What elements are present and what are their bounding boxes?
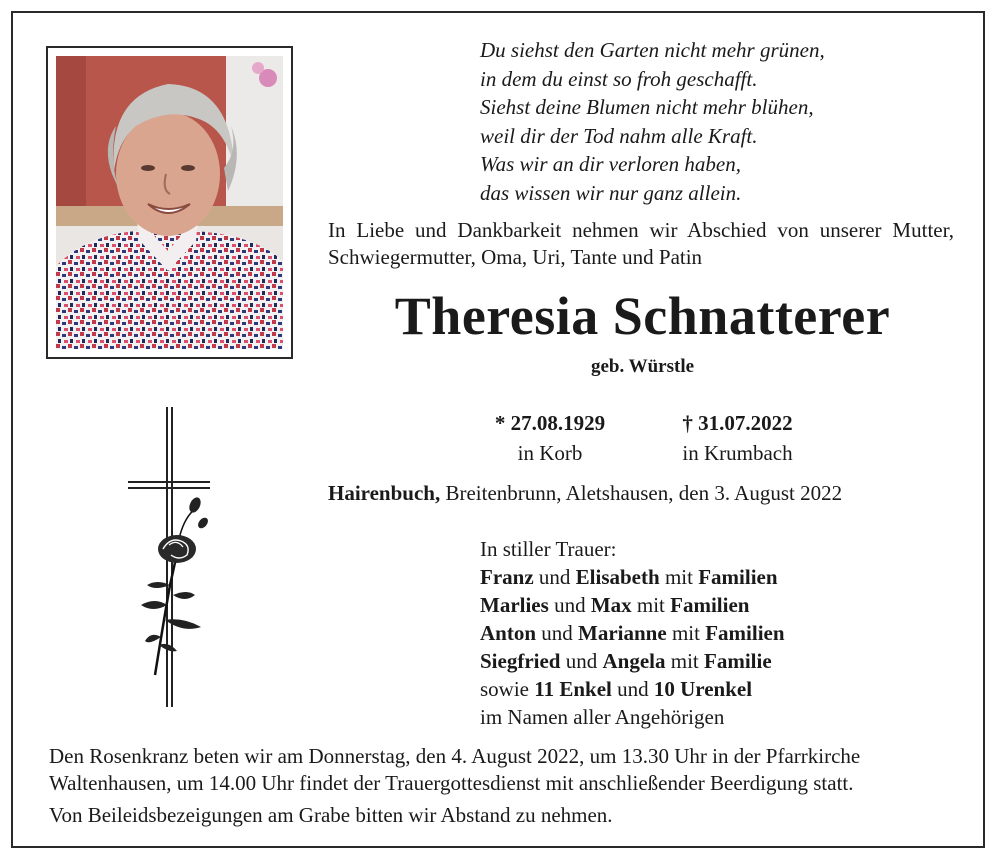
mourner-name: Franz	[480, 565, 534, 589]
mourner-connector: mit	[666, 621, 706, 645]
poem-line: das wissen wir nur ganz allein.	[480, 180, 742, 205]
mourner-line	[480, 619, 785, 647]
birth-date: * 27.08.1929	[494, 411, 606, 435]
mourner-line	[480, 591, 785, 619]
mourner-connector: und	[611, 677, 654, 701]
poem-line: Siehst deine Blumen nicht mehr blühen,	[480, 95, 814, 119]
mourner-connector: sowie	[480, 677, 535, 701]
mourner-name: 11 Enkel	[534, 677, 612, 701]
mourner-name: Elisabeth	[575, 565, 660, 589]
mourner-name: Marlies	[480, 593, 549, 617]
poem	[480, 36, 825, 207]
mourner-line	[480, 703, 785, 731]
death-place: in Krumbach	[682, 441, 793, 465]
mourner-name: Anton	[480, 621, 537, 645]
mourner-connector: und	[536, 621, 579, 645]
mourner-connector: und	[560, 649, 603, 673]
mourner-connector: mit	[665, 649, 704, 673]
mourner-name: Max	[590, 593, 632, 617]
rosary-notice: Den Rosenkranz beten wir am Donnerstag, den 4. August 2022, um 13.30 Uhr in der Pfarrkirche Waltenhausen, um 14.00 Uhr findet der Trauergottesdienst mit anschließender Beerdigung statt.	[49, 744, 861, 795]
death-info	[655, 408, 820, 468]
poem-line: in dem du einst so froh geschafft.	[480, 66, 758, 91]
mourner-connector: und	[533, 565, 576, 589]
mourner-name: Familie	[704, 649, 772, 673]
mourners-block	[480, 535, 785, 731]
mourner-connector: und	[548, 593, 591, 617]
death-date: † 31.07.2022	[682, 411, 793, 435]
mourner-name: Familien	[698, 565, 778, 589]
place-date-line	[328, 481, 842, 506]
birth-info	[470, 408, 630, 468]
mourner-name: Angela	[602, 649, 666, 673]
portrait-frame	[46, 46, 293, 359]
poem-line: Du siehst den Garten nicht mehr grünen,	[480, 38, 825, 62]
mourner-connector: mit	[631, 593, 671, 617]
mourner-name: 10 Urenkel	[653, 677, 753, 701]
mourner-name: Familien	[670, 593, 750, 617]
maiden-name: geb. Würstle	[590, 356, 695, 377]
mourner-connector: im Namen aller Angehörigen	[480, 705, 725, 729]
place-main: Hairenbuch,	[328, 481, 441, 505]
poem-line: Was wir an dir verloren haben,	[480, 152, 741, 176]
mourner-connector: mit	[659, 565, 699, 589]
condolence-notice: Von Beileidsbezeigungen am Grabe bitten wir Abstand zu nehmen.	[49, 803, 613, 827]
mourner-name: Siegfried	[480, 649, 561, 673]
portrait-photo	[56, 56, 283, 349]
deceased-name: Theresia Schnatterer	[394, 286, 891, 346]
poem-line: weil dir der Tod nahm alle Kraft.	[480, 123, 758, 148]
mourner-name: Marianne	[578, 621, 667, 645]
mourner-name: Familien	[705, 621, 785, 645]
mourner-line	[480, 647, 785, 675]
mourner-line	[480, 563, 785, 591]
mourner-line	[480, 675, 785, 703]
intro-text: In Liebe und Dankbarkeit nehmen wir Abschied von unserer Mutter, Schwiegermutter, Oma, Uri, Tante und Patin	[328, 218, 954, 269]
mourners-heading: In stiller Trauer:	[480, 537, 617, 561]
cross-with-rose-icon	[125, 405, 215, 715]
place-rest: Breitenbrunn, Aletshausen, den 3. August 2022	[440, 481, 843, 505]
mourner-lines	[480, 563, 785, 731]
birth-place: in Korb	[517, 441, 583, 465]
